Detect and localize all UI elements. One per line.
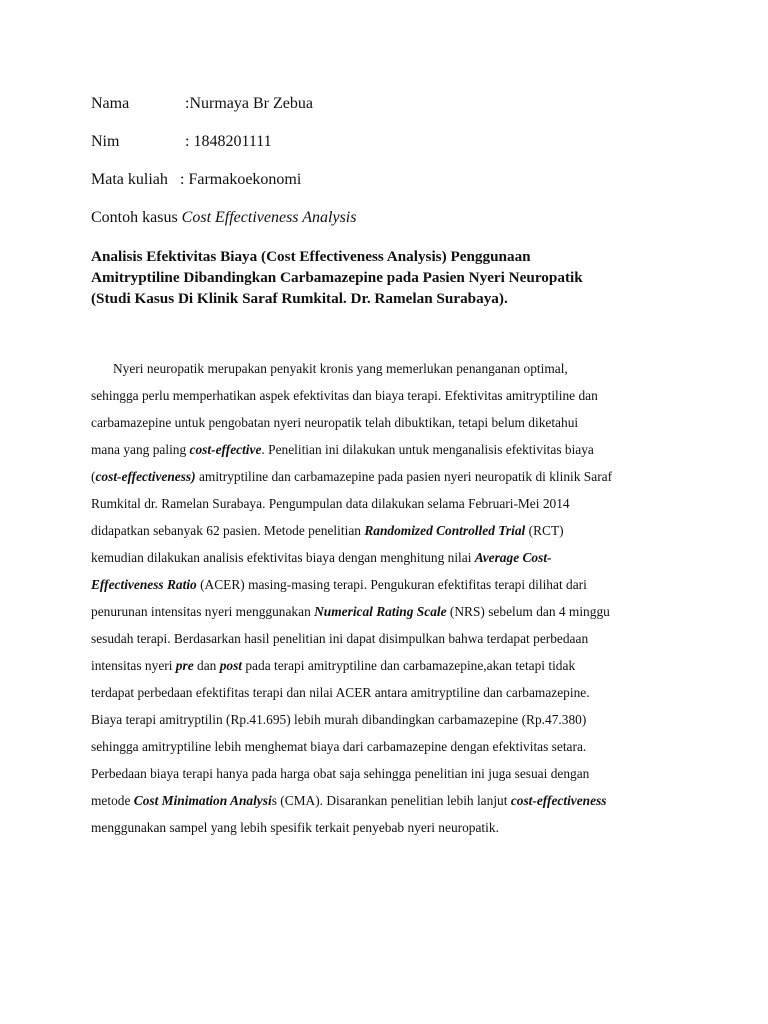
text-run: kemudian dilakukan analisis efektivitas biaya dengan menghitung nilai	[91, 550, 475, 565]
abstract-paragraph	[91, 355, 691, 841]
abstract-line	[91, 463, 691, 490]
emphasis-term: post	[219, 658, 243, 673]
abstract-line: sehingga perlu memperhatikan aspek efektivitas dan biaya terapi. Efektivitas amitryptiline dan	[91, 388, 598, 403]
emphasis-term: Numerical Rating Scale	[314, 604, 447, 619]
abstract-line	[91, 517, 691, 544]
nama-label: Nama	[91, 95, 130, 112]
text-run: (NRS) sebelum dan 4 minggu	[446, 604, 610, 619]
mata-kuliah-value: : Farmakoekonomi	[180, 171, 302, 188]
nim-row	[91, 132, 272, 152]
text-run: metode	[91, 793, 134, 808]
abstract-line: sehingga amitryptiline lebih menghemat biaya dari carbamazepine dengan efektivitas setara.	[91, 739, 587, 754]
text-run: s (CMA). Disarankan penelitian lebih lanjut	[271, 793, 511, 808]
emphasis-term: cost-effectiveness	[510, 793, 607, 808]
text-run: (ACER) masing-masing terapi. Pengukuran efektifitas terapi dilihat dari	[196, 577, 587, 592]
emphasis-term: Average Cost-	[474, 550, 552, 565]
contoh-kasus-line	[91, 208, 356, 228]
abstract-line	[91, 544, 691, 571]
title-line: Amitryptiline Dibandingkan Carbamazepine pada Pasien Nyeri Neuropatik	[91, 269, 583, 286]
mata-kuliah-row	[91, 170, 302, 190]
text-run: dan	[193, 658, 220, 673]
abstract-line: Biaya terapi amitryptilin (Rp.41.695) lebih murah dibandingkan carbamazepine (Rp.47.380)	[91, 712, 587, 727]
abstract-line	[91, 598, 691, 625]
text-run: (RCT)	[525, 523, 564, 538]
abstract-line: Perbedaan biaya terapi hanya pada harga obat saja sehingga penelitian ini juga sesuai dengan	[91, 766, 590, 781]
nama-value: :Nurmaya Br Zebua	[185, 95, 313, 112]
title-line: Analisis Efektivitas Biaya (Cost Effectiveness Analysis) Penggunaan	[91, 248, 531, 265]
text-run: didapatkan sebanyak 62 pasien. Metode penelitian	[91, 523, 365, 538]
abstract-line: Nyeri neuropatik merupakan penyakit kronis yang memerlukan penanganan optimal,	[113, 361, 568, 376]
emphasis-term: cost-effectiveness)	[95, 469, 196, 484]
nim-value: : 1848201111	[185, 133, 272, 150]
abstract-line: carbamazepine untuk pengobatan nyeri neuropatik telah dibuktikan, tetapi belum diketahui	[91, 415, 579, 430]
abstract-line	[91, 787, 691, 814]
abstract-line: Rumkital dr. Ramelan Surabaya. Pengumpulan data dilakukan selama Februari-Mei 2014	[91, 496, 570, 511]
text-run: intensitas nyeri	[91, 658, 176, 673]
abstract-line: terdapat perbedaan efektifitas terapi dan nilai ACER antara amitryptiline dan carbamazepine.	[91, 685, 590, 700]
emphasis-term: pre	[175, 658, 194, 673]
contoh-kasus-topic: Cost Effectiveness Analysis	[181, 209, 357, 226]
paper-title	[91, 246, 691, 309]
emphasis-term: Randomized Controlled Trial	[364, 523, 526, 538]
emphasis-term: Cost Minimation Analysi	[133, 793, 272, 808]
abstract-line: menggunakan sampel yang lebih spesifik terkait penyebab nyeri neuropatik.	[91, 820, 499, 835]
contoh-kasus-prefix: Contoh kasus	[91, 209, 182, 226]
abstract-line: sesudah terapi. Berdasarkan hasil penelitian ini dapat disimpulkan bahwa terdapat perbedaan	[91, 631, 589, 646]
abstract-line	[91, 652, 691, 679]
text-run: penurunan intensitas nyeri menggunakan	[91, 604, 315, 619]
text-run: pada terapi amitryptiline dan carbamazepine,akan tetapi tidak	[242, 658, 576, 673]
abstract-line	[91, 571, 691, 598]
emphasis-term: Effectiveness Ratio	[91, 577, 197, 592]
nim-label: Nim	[91, 133, 120, 150]
mata-kuliah-label: Mata kuliah	[91, 171, 168, 188]
text-run: . Penelitian ini dilakukan untuk menganalisis efektivitas biaya	[261, 442, 594, 457]
text-run: mana yang paling	[91, 442, 190, 457]
title-line: (Studi Kasus Di Klinik Saraf Rumkital. Dr. Ramelan Surabaya).	[91, 290, 508, 307]
text-run: amitryptiline dan carbamazepine pada pasien nyeri neuropatik di klinik Saraf	[195, 469, 613, 484]
nama-row	[91, 94, 313, 114]
text-run: (	[91, 469, 96, 484]
emphasis-term: cost-effective	[189, 442, 262, 457]
abstract-line	[91, 436, 691, 463]
